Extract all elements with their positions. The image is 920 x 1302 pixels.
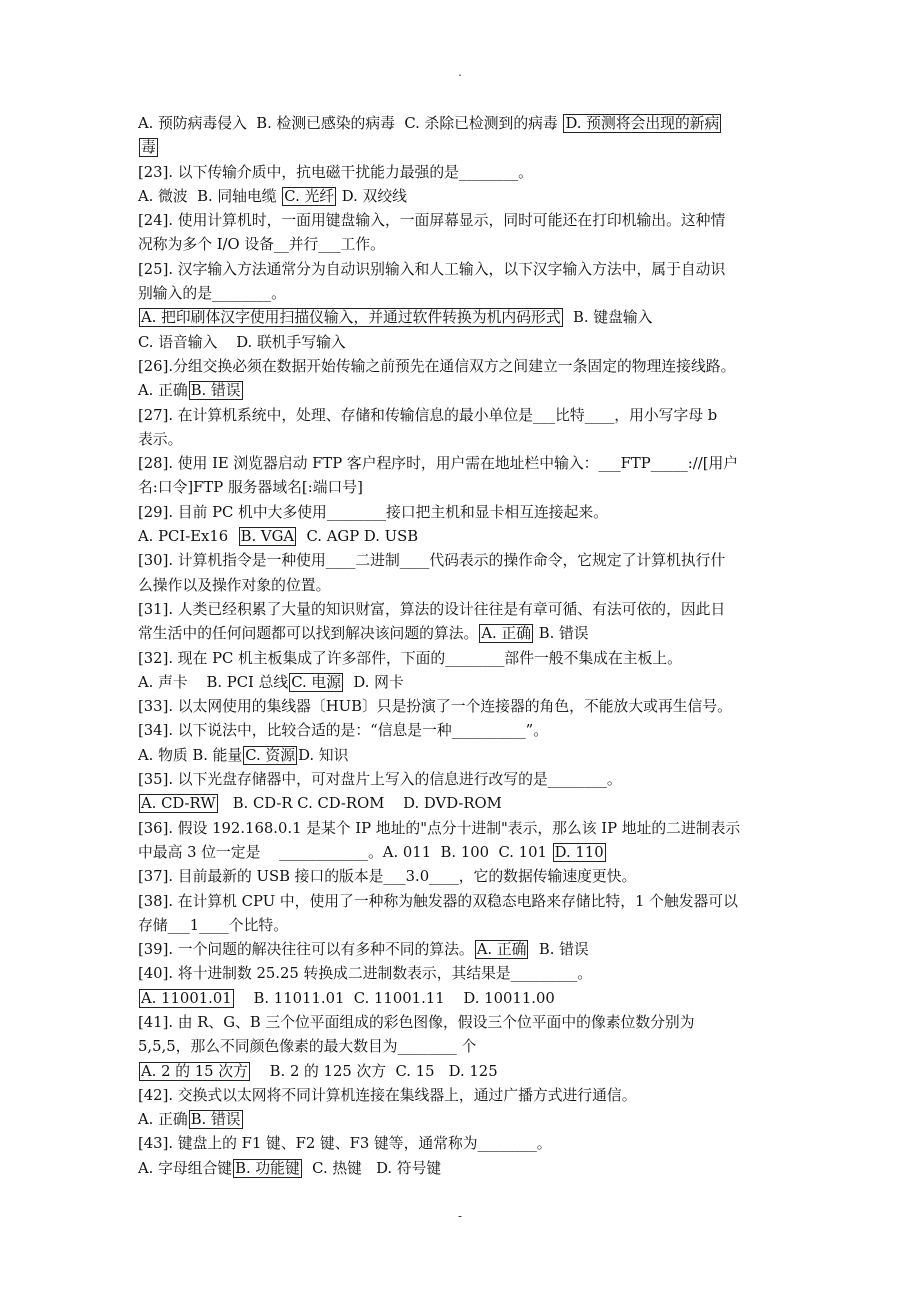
text-line	[138, 452, 798, 476]
marked-answer: A. CD-RW	[141, 795, 216, 813]
text-segment: 常生活中的任何问题都可以找到解决该问题的算法。	[138, 625, 479, 643]
marked-answer: A. 2 的 15 次方	[141, 1062, 248, 1080]
marked-answer: A. 11001.01	[141, 989, 232, 1007]
text-segment: D. 双绞线	[337, 187, 407, 205]
text-line	[138, 549, 798, 573]
text-segment: [43]. 键盘上的 F1 键、F2 键、F3 键等，通常称为________。	[138, 1135, 552, 1153]
text-segment: [23]. 以下传输介质中，抗电磁干扰能力最强的是________。	[138, 163, 533, 181]
text-segment: 中最高 3 位一定是 ____________。A. 011 B. 100 C. 101	[138, 843, 552, 861]
text-line	[138, 1108, 798, 1132]
text-segment: A. 微波 B. 同轴电缆	[138, 187, 282, 205]
text-segment: A. 声卡 B. PCI 总线	[138, 673, 289, 691]
text-line	[138, 962, 798, 986]
text-line	[138, 282, 798, 306]
text-segment: C. 语音输入 D. 联机手写输入	[138, 333, 346, 351]
text-segment: A. 字母组合键	[138, 1159, 233, 1177]
text-segment: A. PCI-Ex16	[138, 528, 238, 546]
text-line	[138, 476, 798, 500]
text-line	[138, 890, 798, 914]
text-segment: [30]. 计算机指令是一种使用____二进制____代码表示的操作命令，它规定了计算机执行什	[138, 552, 726, 570]
text-line	[138, 501, 798, 525]
text-segment: C. AGP D. USB	[297, 528, 419, 546]
text-line	[138, 112, 798, 136]
text-segment: A. 正确	[138, 1111, 188, 1129]
marked-answer: C. 光纤	[284, 187, 335, 205]
text-line	[138, 841, 798, 865]
text-line	[138, 306, 798, 330]
marked-answer: B. 错误	[190, 1111, 241, 1129]
text-line	[138, 671, 798, 695]
text-segment: [39]. 一个问题的解决往往可以有多种不同的算法。	[138, 941, 474, 959]
text-line	[138, 1084, 798, 1108]
text-line	[138, 379, 798, 403]
text-line	[138, 768, 798, 792]
text-line	[138, 598, 798, 622]
text-line	[138, 574, 798, 598]
text-segment: [32]. 现在 PC 机主板集成了许多部件，下面的________部件一般不集成在主板上。	[138, 649, 682, 667]
text-segment: B. 键盘输入	[563, 309, 653, 327]
marked-answer: C. 电源	[291, 673, 341, 691]
text-segment: [27]. 在计算机系统中，处理、存储和传输信息的最小单位是___比特____，用小写字母 b	[138, 406, 718, 424]
text-segment: D. 知识	[298, 746, 349, 764]
text-segment: [42]. 交换式以太网将不同计算机连接在集线器上，通过广播方式进行通信。	[138, 1086, 637, 1104]
text-segment: 么操作以及操作对象的位置。	[138, 576, 331, 594]
text-segment: [31]. 人类已经积累了大量的知识财富，算法的设计往往是有章可循、有法可依的，因此日	[138, 600, 726, 618]
text-line	[138, 1035, 798, 1059]
text-line	[138, 331, 798, 355]
text-segment: A. 预防病毒侵入 B. 检测已感染的病毒 C. 杀除已检测到的病毒	[138, 115, 563, 132]
text-line	[138, 865, 798, 889]
text-line	[138, 744, 798, 768]
text-segment: [40]. 将十进制数 25.25 转换成二进制数表示，其结果是_________。	[138, 965, 593, 983]
marked-answer: B. 错误	[190, 382, 241, 400]
text-line	[138, 647, 798, 671]
text-segment: [41]. 由 R、G、B 三个位平面组成的彩色图像，假设三个位平面中的像素位数分别为	[138, 1013, 695, 1031]
page-bottom-mark: -	[457, 1209, 463, 1223]
text-segment: C. 热键 D. 符号键	[302, 1159, 442, 1177]
text-segment: [24]. 使用计算机时，一面用键盘输入，一面屏幕显示，同时可能还在打印机输出。这种情	[138, 212, 726, 230]
text-segment: B. 2 的 125 次方 C. 15 D. 125	[250, 1062, 498, 1080]
text-segment: [29]. 目前 PC 机中大多使用________接口把主机和显卡相互连接起来。	[138, 503, 608, 521]
marked-answer: B. 功能键	[235, 1159, 300, 1177]
text-line	[138, 404, 798, 428]
marked-answer: A. 正确	[481, 625, 532, 643]
text-segment: [34]. 以下说法中，比较合适的是：“信息是一种__________”。	[138, 722, 549, 740]
text-segment: [25]. 汉字输入方法通常分为自动识别输入和人工输入，以下汉字输入方法中，属于自动识	[138, 260, 726, 278]
text-segment: 5,5,5，那么不同颜色像素的最大数目为________ 个	[138, 1038, 477, 1056]
text-segment: [35]. 以下光盘存储器中，可对盘片上写入的信息进行改写的是________。	[138, 771, 622, 789]
text-line	[138, 938, 798, 962]
text-segment: 况称为多个 I/O 设备__并行___工作。	[138, 236, 385, 254]
document-body	[138, 112, 798, 1181]
text-line	[138, 914, 798, 938]
text-line	[138, 817, 798, 841]
text-segment: [37]. 目前最新的 USB 接口的版本是___3.0____，它的数据传输速度更快。	[138, 868, 637, 886]
text-line	[138, 695, 798, 719]
text-line	[138, 987, 798, 1011]
text-line	[138, 355, 798, 379]
text-segment: [38]. 在计算机 CPU 中，使用了一种称为触发器的双稳态电路来存储比特，1 个触发器可以	[138, 892, 738, 910]
text-line	[138, 1011, 798, 1035]
text-segment: [33]. 以太网使用的集线器〔HUB〕只是扮演了一个连接器的角色，不能放大或再生信号。	[138, 698, 732, 716]
text-line	[138, 1060, 798, 1084]
text-segment: B. 错误	[534, 625, 589, 643]
page-top-mark: .	[458, 65, 462, 79]
text-segment: 名:口令]FTP 服务器域名[:端口号]	[138, 479, 363, 497]
text-segment: B. 错误	[529, 941, 589, 959]
marked-answer: C. 资源	[245, 746, 296, 764]
text-line	[138, 233, 798, 257]
text-line	[138, 428, 798, 452]
text-segment: [28]. 使用 IE 浏览器启动 FTP 客户程序时，用户需在地址栏中输入：___FTP_____://[用户	[138, 455, 739, 473]
text-line	[138, 258, 798, 282]
text-line	[138, 622, 798, 646]
text-line	[138, 792, 798, 816]
text-line	[138, 1157, 798, 1181]
text-segment: 存储___1____个比特。	[138, 916, 288, 934]
marked-answer: A. 正确	[476, 941, 527, 959]
text-line	[138, 161, 798, 185]
text-line	[138, 1132, 798, 1156]
marked-answer: A. 把印刷体汉字使用扫描仪输入，并通过软件转换为机内码形式	[141, 309, 561, 327]
marked-answer: 毒	[141, 139, 156, 157]
text-segment: [26].分组交换必须在数据开始传输之前预先在通信双方之间建立一条固定的物理连接线路。	[138, 357, 736, 375]
marked-answer: D. 预测将会出现的新病	[565, 115, 720, 132]
text-line	[138, 525, 798, 549]
marked-answer: B. VGA	[240, 528, 295, 546]
text-line	[138, 185, 798, 209]
text-segment: A. 物质 B. 能量	[138, 746, 243, 764]
text-segment: 表示。	[138, 430, 183, 448]
text-line	[138, 136, 798, 160]
text-segment: 别输入的是________。	[138, 285, 286, 303]
text-segment: [36]. 假设 192.168.0.1 是某个 IP 地址的"点分十进制"表示，那么该 IP 地址的二进制表示	[138, 819, 741, 837]
text-segment: B. CD-R C. CD-ROM D. DVD-ROM	[218, 795, 502, 813]
text-segment: B. 11011.01 C. 11001.11 D. 10011.00	[234, 989, 555, 1007]
text-line	[138, 209, 798, 233]
text-line	[138, 719, 798, 743]
text-segment: A. 正确	[138, 382, 188, 400]
text-segment: D. 网卡	[344, 673, 404, 691]
marked-answer: D. 110	[554, 843, 604, 861]
